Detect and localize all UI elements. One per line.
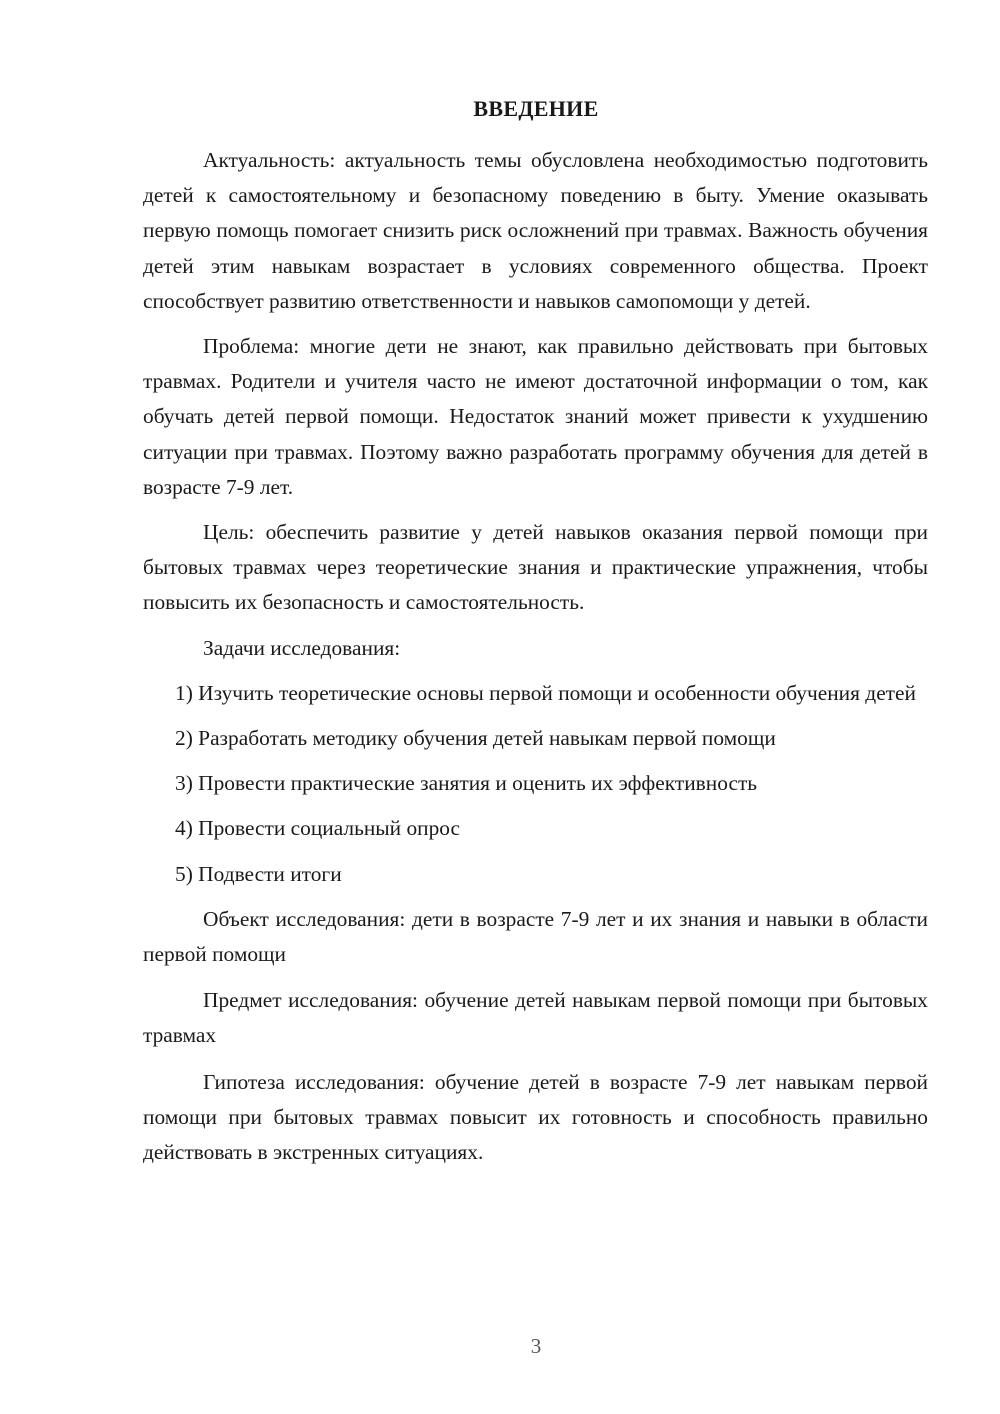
paragraph-subject: Предмет исследования: обучение детей навыкам первой помощи при бытовых травмах [143,988,928,1048]
paragraph-relevance: Актуальность: актуальность темы обусловлена необходимостью подготовить детей к самостоятельному и безопасному поведению в быту. Умение оказывать первую помощь помогает снизить риск осложнений при травмах. Важность обучения детей этим навыкам возрастает в условиях современного общества. Проект способствует развитию ответственности и навыков самопомощи у детей. [143,148,928,313]
page-number: 3 [530,1334,542,1358]
paragraph-hypothesis: Гипотеза исследования: обучение детей в возрасте 7-9 лет навыкам первой помощи при бытовых травмах повысит их готовность и способность правильно действовать в экстренных ситуациях. [143,1069,928,1165]
paragraph-tasks-heading: Задачи исследования: [203,635,401,660]
list-item: 2) Разработать методику обучения детей навыкам первой помощи [175,726,776,751]
tasks-list [143,676,928,892]
document-body [143,143,928,1170]
page-title: ВВЕДЕНИЕ [473,96,599,121]
list-item: 1) Изучить теоретические основы первой помощи и особенности обучения детей [175,680,916,705]
list-item: 4) Провести социальный опрос [175,816,461,841]
list-item: 5) Подвести итоги [175,861,342,886]
paragraph-object: Объект исследования: дети в возрасте 7-9 лет и их знания и навыки в области первой помощи [143,906,928,967]
paragraph-problem: Проблема: многие дети не знают, как правильно действовать при бытовых травмах. Родители и учителя часто не имеют достаточной информации о том, как обучать детей первой помощи. Недостаток знаний может привести к ухудшению ситуации при травмах. Поэтому важно разработать программу обучения для детей в возрасте 7-9 лет. [143,334,928,499]
paragraph-goal: Цель: обеспечить развитие у детей навыков оказания первой помощи при бытовых травмах через теоретические знания и практические упражнения, чтобы повысить их безопасность и самостоятельность. [143,520,928,615]
list-item: 3) Провести практические занятия и оценить их эффективность [175,771,758,796]
